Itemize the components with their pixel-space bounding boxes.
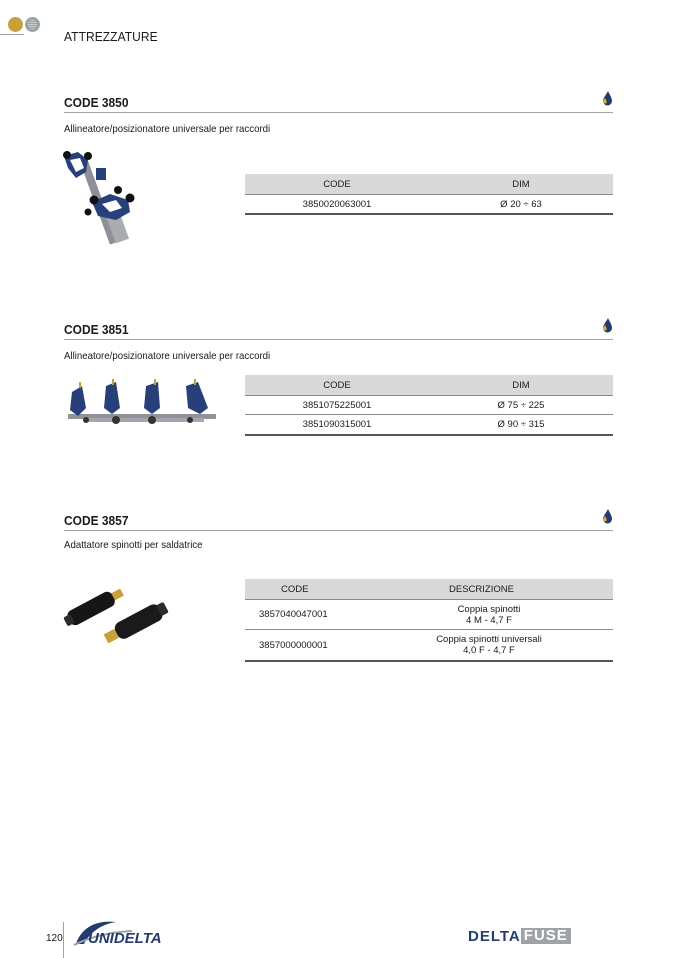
column-header-description: DESCRIZIONE [449,583,514,595]
product-table-3850 [245,174,613,215]
table-header [245,375,613,395]
page-section-title: ATTREZZATURE [64,29,158,44]
table-row [245,395,613,415]
cell-code: 3857000000001 [259,639,328,651]
unidelta-logo [72,918,208,946]
table-row [245,415,613,436]
page-marker [8,17,40,32]
deltafuse-logo [468,928,571,944]
cell-code: 3850020063001 [302,198,372,210]
gold-dot-icon [8,17,23,32]
product-section-3851 [64,322,613,362]
table-row [245,194,613,215]
section-rule [64,530,613,531]
product-table-3851 [245,375,613,436]
grey-dot-icon [25,17,40,32]
cell-code: 3857040047001 [259,609,328,620]
column-header-code: CODE [281,583,309,595]
header-rule [0,34,24,35]
table-header [245,174,613,194]
cell-code: 3851090315001 [302,419,372,430]
cell-dim: Ø 75 ÷ 225 [497,399,545,411]
product-description: Adattatore spinotti per saldatrice [64,539,203,551]
description-line: 4 M - 4,7 F [466,614,512,626]
deltafuse-fuse: FUSE [521,928,571,944]
table-row [245,599,613,630]
fluid-drop-icon [601,90,613,106]
unidelta-wordmark: UNIDELTA [88,930,162,946]
cell-description [365,634,613,656]
page-number: 120 [46,933,63,944]
column-header-code: CODE [323,178,351,190]
cell-code: 3851075225001 [302,399,372,411]
deltafuse-delta: DELTA [468,928,521,945]
footer-divider [63,922,64,958]
table-header [245,579,613,599]
product-section-3850 [64,95,613,135]
cell-dim: Ø 20 ÷ 63 [500,198,542,210]
description-line: 4,0 F - 4,7 F [463,645,515,656]
description-line: Coppia spinotti [457,603,521,615]
product-code-title: CODE 3850 [64,95,129,110]
column-header-dim: DIM [512,379,530,391]
product-code-title: CODE 3857 [64,513,129,528]
aligner-3851-image [66,378,218,430]
cell-dim: Ø 90 ÷ 315 [497,419,545,430]
cell-description [365,604,613,626]
fluid-drop-icon [601,508,613,524]
product-description: Allineatore/posizionatore universale per raccordi [64,350,271,362]
table-row [245,630,613,662]
description-line: Coppia spinotti universali [436,634,542,645]
fluid-drop-icon [601,317,613,333]
product-table-3857 [245,579,613,662]
adapter-pins-image [62,580,172,646]
column-header-dim: DIM [512,178,530,190]
product-section-3857 [64,513,613,551]
section-rule [64,339,613,340]
column-header-code: CODE [323,379,351,391]
product-code-title: CODE 3851 [64,322,129,337]
aligner-3850-image [58,150,140,248]
product-description: Allineatore/posizionatore universale per raccordi [64,123,271,135]
section-rule [64,112,613,113]
